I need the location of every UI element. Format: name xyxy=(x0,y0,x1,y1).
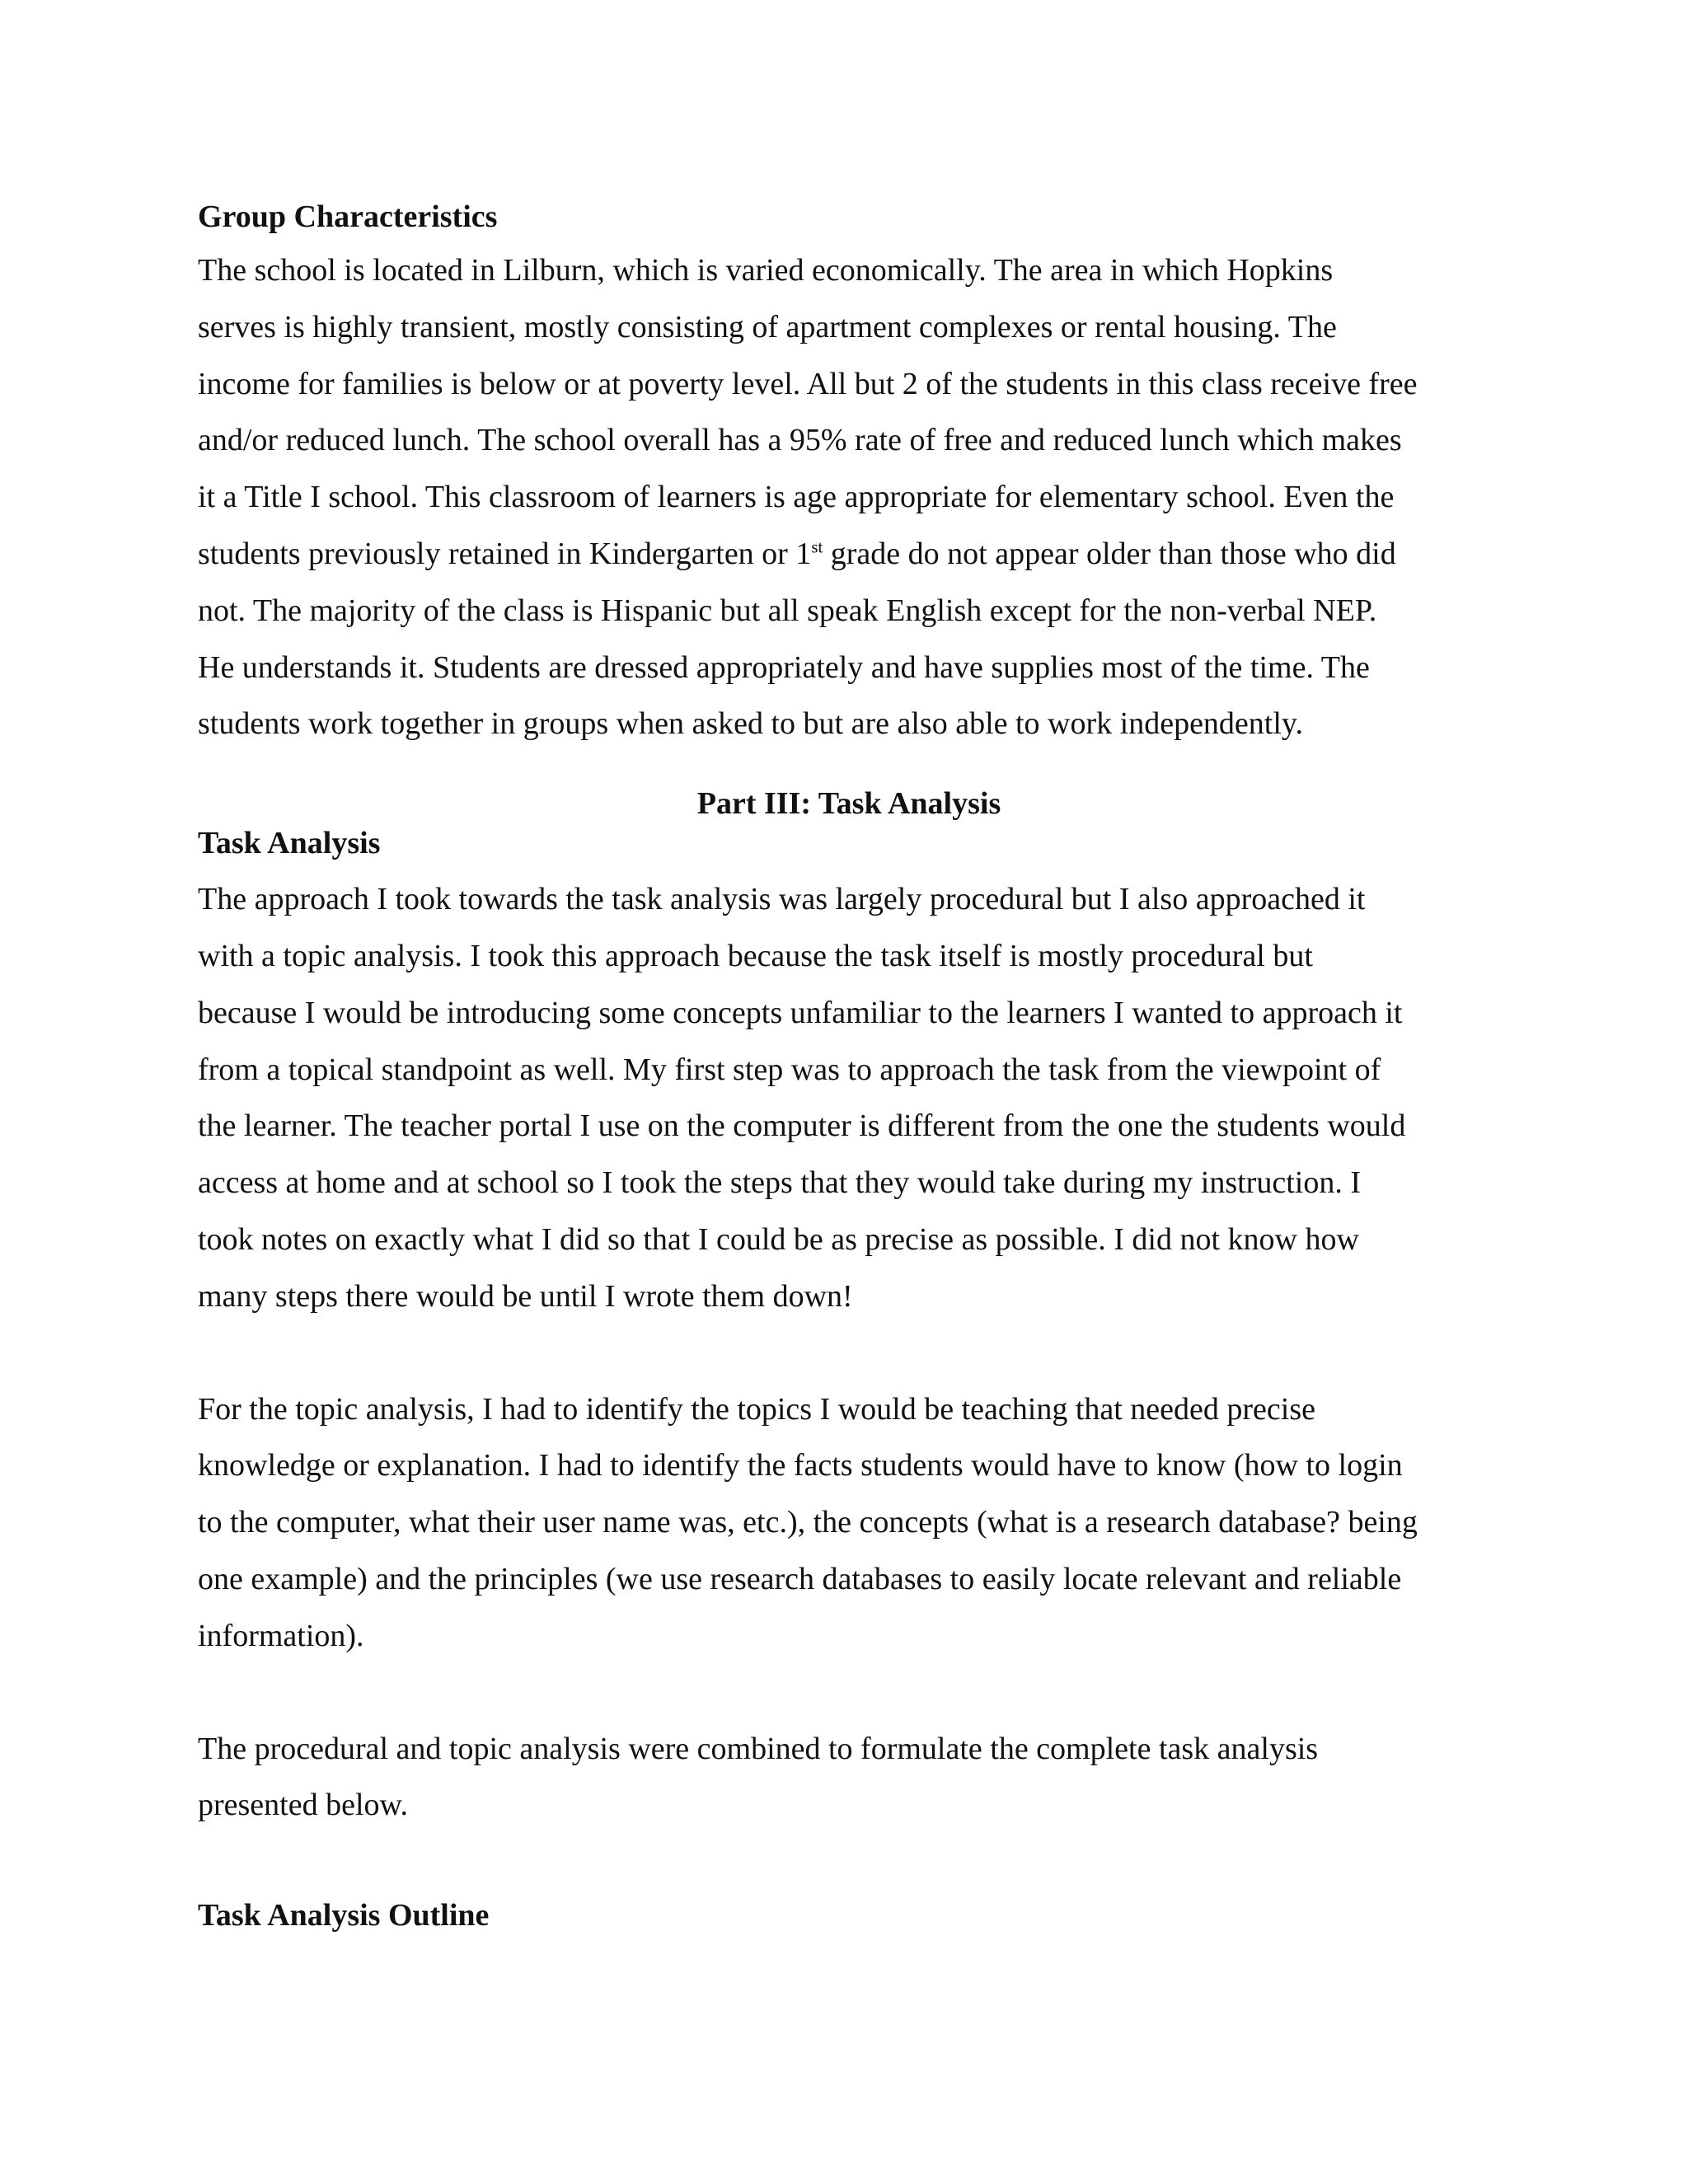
topic-analysis-paragraph xyxy=(198,1381,1500,1665)
paragraph-line: with a topic analysis. I took this approach because the task itself is mostly procedural but xyxy=(198,938,1313,973)
paragraph-line: it a Title I school. This classroom of learners is age appropriate for elementary school. Even the xyxy=(198,480,1395,515)
paragraph-line: The approach I took towards the task analysis was largely procedural but I also approached it xyxy=(198,882,1366,917)
paragraph-line: access at home and at school so I took the steps that they would take during my instruction. I xyxy=(198,1165,1361,1201)
line-text: students previously retained in Kindergarten or 1 xyxy=(198,536,812,571)
paragraph-line xyxy=(198,526,1500,583)
paragraph-line: information). xyxy=(198,1618,364,1653)
group-characteristics-paragraph xyxy=(198,242,1500,752)
paragraph-line: income for families is below or at poverty level. All but 2 of the students in this class receive free xyxy=(198,366,1418,401)
paragraph-line: The procedural and topic analysis were combined to formulate the complete task analysis xyxy=(198,1731,1319,1766)
paragraph-line: knowledge or explanation. I had to identify the facts students would have to know (how to login xyxy=(198,1448,1403,1483)
task-analysis-heading: Task Analysis xyxy=(198,826,381,861)
paragraph-line: took notes on exactly what I did so that I could be as precise as possible. I did not know how xyxy=(198,1221,1359,1257)
paragraph-line: He understands it. Students are dressed appropriately and have supplies most of the time. The xyxy=(198,649,1370,685)
task-analysis-outline-heading: Task Analysis Outline xyxy=(198,1898,490,1933)
paragraph-line: presented below. xyxy=(198,1788,408,1823)
paragraph-line: serves is highly transient, mostly consisting of apartment complexes or rental housing. The xyxy=(198,309,1337,344)
line-text: grade do not appear older than those who did xyxy=(823,536,1396,571)
paragraph-line: many steps there would be until I wrote them down! xyxy=(198,1278,853,1314)
ordinal-superscript: st xyxy=(811,537,823,557)
paragraph-line: and/or reduced lunch. The school overall has a 95% rate of free and reduced lunch which makes xyxy=(198,423,1402,458)
paragraph-line: not. The majority of the class is Hispanic but all speak English except for the non-verbal NEP. xyxy=(198,593,1377,628)
part-title: Part III: Task Analysis xyxy=(696,786,1001,822)
paragraph-line: from a topical standpoint as well. My first step was to approach the task from the viewpoint of xyxy=(198,1052,1381,1087)
paragraph-line: to the computer, what their user name was, etc.), the concepts (what is a research database? being xyxy=(198,1505,1418,1540)
paragraph-line: because I would be introducing some concepts unfamiliar to the learners I wanted to approach it xyxy=(198,995,1403,1030)
paragraph-line: For the topic analysis, I had to identify the topics I would be teaching that needed precise xyxy=(198,1391,1315,1427)
task-analysis-paragraph xyxy=(198,871,1500,1324)
paragraph-line: the learner. The teacher portal I use on the computer is different from the one the students would xyxy=(198,1108,1406,1144)
document-page xyxy=(198,191,1500,1941)
paragraph-line: one example) and the principles (we use research databases to easily locate relevant and reliable xyxy=(198,1561,1402,1596)
group-characteristics-heading: Group Characteristics xyxy=(198,199,498,234)
combined-analysis-paragraph xyxy=(198,1721,1500,1835)
paragraph-line: The school is located in Lilburn, which is varied economically. The area in which Hopkins xyxy=(198,253,1334,288)
paragraph-line: students work together in groups when asked to but are also able to work independently. xyxy=(198,706,1303,742)
